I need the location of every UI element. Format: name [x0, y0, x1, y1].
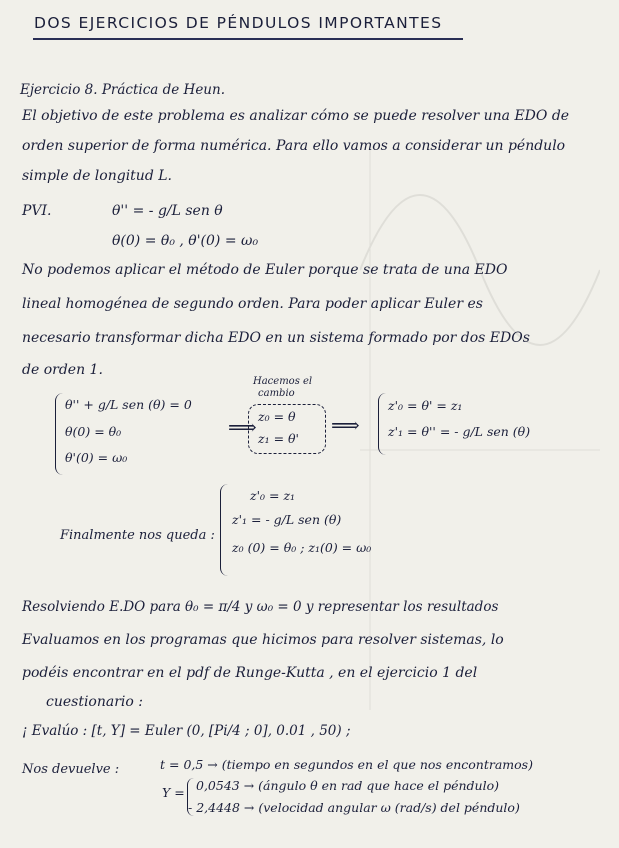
result-y-2: - 2,4448 → (velocidad angular ω (rad/s) del péndulo)	[188, 800, 520, 815]
arrow-2: ⟹	[331, 413, 360, 437]
change-label-2: cambio	[258, 388, 295, 399]
result-t: t = 0,5 → (tiempo en segundos en el que nos encontramos)	[160, 757, 533, 772]
final-system-brace	[220, 484, 231, 576]
pvi-equation-2: θ(0) = θ₀ , θ'(0) = ω₀	[112, 233, 259, 249]
intro-line-3: simple de longitud L.	[22, 168, 172, 184]
result-y-label: Y =	[162, 785, 185, 800]
euler-line-4: de orden 1.	[22, 362, 103, 378]
pvi-equation-1: θ'' = - g/L sen θ	[112, 203, 223, 219]
left-system-eq-1: θ'' + g/L sen (θ) = 0	[65, 397, 192, 412]
result-y-1: 0,0543 → (ángulo θ en rad que hace el péndulo)	[196, 778, 499, 793]
change-label-1: Hacemos el	[253, 376, 313, 387]
left-system-brace	[55, 393, 64, 475]
final-eq-3: z₀ (0) = θ₀ ; z₁(0) = ω₀	[232, 540, 372, 555]
intro-line-1: El objetivo de este problema es analizar cómo se puede resolver una EDO de	[22, 108, 570, 124]
euler-line-2: lineal homogénea de segundo orden. Para poder aplicar Euler es	[22, 296, 483, 312]
command-line: ¡ Evalúo : [t, Y] = Euler (0, [Pi/4 ; 0], 0.01 , 50) ;	[22, 723, 351, 739]
intro-line-2: orden superior de forma numérica. Para ello vamos a considerar un péndulo	[22, 138, 566, 154]
left-system-eq-2: θ(0) = θ₀	[65, 424, 122, 439]
exercise-heading: Ejercicio 8. Práctica de Heun.	[20, 82, 225, 98]
change-var-1: z₀ = θ	[258, 409, 296, 424]
right-system-eq-1: z'₀ = θ' = z₁	[388, 398, 463, 413]
right-system-eq-2: z'₁ = θ'' = - g/L sen (θ)	[388, 424, 531, 439]
arrow-1: ⟹	[228, 415, 257, 439]
change-var-2: z₁ = θ'	[258, 431, 299, 446]
page-title: DOS EJERCICIOS DE PÉNDULOS IMPORTANTES	[34, 14, 443, 32]
eval-line-1: Evaluamos en los programas que hicimos para resolver sistemas, lo	[22, 632, 504, 648]
right-system-brace	[378, 393, 387, 455]
title-underline	[33, 38, 463, 40]
euler-line-1: No podemos aplicar el método de Euler porque se trata de una EDO	[22, 262, 508, 278]
left-system-eq-3: θ'(0) = ω₀	[65, 450, 128, 465]
pvi-label: PVI.	[22, 203, 52, 219]
euler-line-3: necesario transformar dicha EDO en un sistema formado por dos EDOs	[22, 330, 530, 346]
final-label: Finalmente nos queda :	[60, 528, 215, 543]
solve-line: Resolviendo E.DO para θ₀ = π/4 y ω₀ = 0 y representar los resultados	[22, 599, 499, 615]
final-eq-2: z'₁ = - g/L sen (θ)	[232, 512, 342, 527]
returns-label: Nos devuelve :	[22, 762, 120, 777]
eval-line-2: podéis encontrar en el pdf de Runge-Kutta , en el ejercicio 1 del	[22, 665, 478, 681]
final-eq-1: z'₀ = z₁	[250, 488, 296, 503]
eval-line-3: cuestionario :	[46, 694, 143, 710]
